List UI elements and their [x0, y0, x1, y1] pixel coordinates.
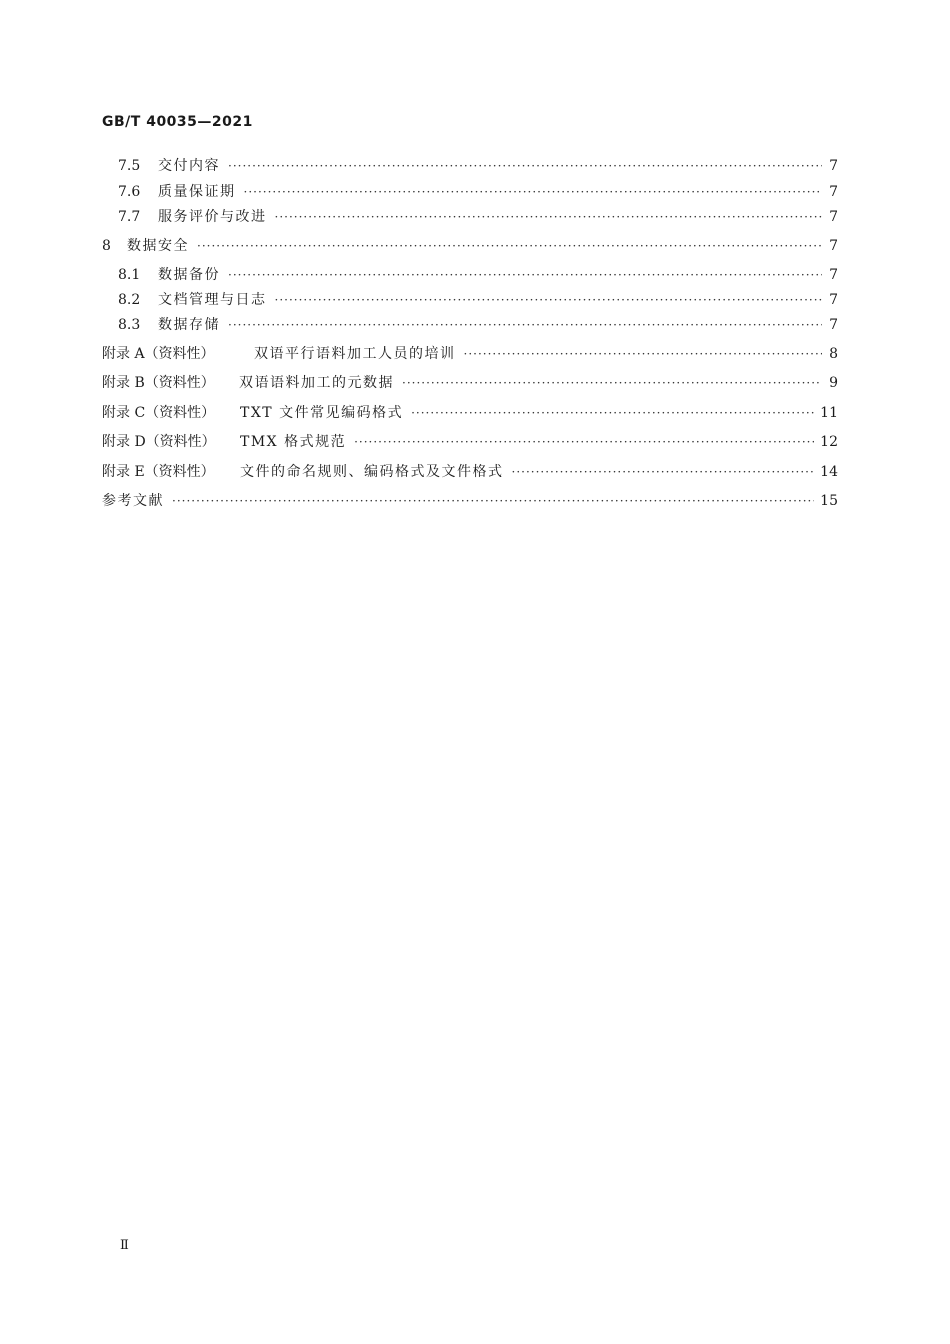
- toc-entry-number: 附录 B（资料性）: [102, 375, 215, 391]
- toc-entry-title: 参考文献: [102, 493, 164, 509]
- toc-entry-references[interactable]: [102, 491, 838, 511]
- toc-entry-title: 文档管理与日志: [158, 292, 267, 308]
- dot-leader: [228, 156, 822, 176]
- toc-entry-appendix-b[interactable]: [102, 373, 838, 393]
- toc-entry-8-2[interactable]: [118, 290, 838, 310]
- dot-leader: [464, 344, 823, 364]
- toc-entry-appendix-c[interactable]: [102, 403, 838, 423]
- toc-entry-number: 7.5: [118, 158, 141, 174]
- toc-entry-page: 12: [820, 434, 838, 450]
- dot-leader: [244, 182, 823, 202]
- toc-entry-8-1[interactable]: [118, 265, 838, 285]
- toc-entry-title: 双语语料加工的元数据: [239, 375, 394, 391]
- toc-entry-page: 14: [820, 464, 838, 480]
- toc-entry-page: 7: [829, 292, 838, 308]
- toc-entry-appendix-d[interactable]: [102, 432, 838, 452]
- toc-entry-7-5[interactable]: [118, 156, 838, 176]
- toc-entry-number: 8: [102, 238, 111, 254]
- toc-entry-7-7[interactable]: [118, 207, 838, 227]
- toc-entry-title: 交付内容: [158, 158, 220, 174]
- document-code-header: GB/T 40035—2021: [102, 114, 253, 130]
- toc-entry-appendix-e[interactable]: [102, 462, 838, 482]
- dot-leader: [411, 403, 814, 423]
- toc-entry-number: 附录 A（资料性）: [102, 346, 215, 362]
- toc-entry-page: 9: [829, 375, 838, 391]
- dot-leader: [228, 315, 822, 335]
- toc-entry-page: 7: [829, 267, 838, 283]
- toc-entry-title: 双语平行语料加工人员的培训: [254, 346, 456, 362]
- toc-entry-7-6[interactable]: [118, 182, 838, 202]
- toc-entry-page: 15: [820, 493, 838, 509]
- toc-entry-title: 数据备份: [158, 267, 220, 283]
- toc-entry-title: 文件的命名规则、编码格式及文件格式: [240, 464, 504, 480]
- toc-entry-number: 8.1: [118, 267, 141, 283]
- page-number: Ⅱ: [120, 1238, 129, 1253]
- dot-leader: [197, 236, 822, 256]
- toc-entry-8-3[interactable]: [118, 315, 838, 335]
- dot-leader: [402, 373, 822, 393]
- toc-entry-page: 7: [829, 317, 838, 333]
- toc-entry-page: 7: [829, 209, 838, 225]
- toc-entry-page: 7: [829, 158, 838, 174]
- toc-entry-number: 8.3: [118, 317, 141, 333]
- toc-entry-number: 附录 E（资料性）: [102, 464, 215, 480]
- toc-entry-title: 数据存储: [158, 317, 220, 333]
- toc-entry-page: 11: [820, 405, 838, 421]
- dot-leader: [512, 462, 815, 482]
- toc-entry-number: 7.7: [118, 209, 141, 225]
- toc-entry-8[interactable]: [102, 236, 838, 256]
- dot-leader: [354, 432, 814, 452]
- dot-leader: [172, 491, 814, 511]
- toc-entry-page: 7: [829, 184, 838, 200]
- toc-entry-page: 8: [829, 346, 838, 362]
- dot-leader: [275, 207, 823, 227]
- toc-entry-number: 8.2: [118, 292, 141, 308]
- dot-leader: [275, 290, 823, 310]
- toc-entry-number: 7.6: [118, 184, 141, 200]
- toc-entry-number: 附录 D（资料性）: [102, 434, 216, 450]
- toc-entry-title: 数据安全: [127, 238, 189, 254]
- dot-leader: [228, 265, 822, 285]
- toc-entry-title: 服务评价与改进: [158, 209, 267, 225]
- toc-entry-number: 附录 C（资料性）: [102, 405, 216, 421]
- toc-entry-page: 7: [829, 238, 838, 254]
- toc-entry-title: TMX 格式规范: [240, 434, 347, 450]
- toc-entry-appendix-a[interactable]: [102, 344, 838, 364]
- toc-entry-title: TXT 文件常见编码格式: [240, 405, 404, 421]
- toc-entry-title: 质量保证期: [158, 184, 236, 200]
